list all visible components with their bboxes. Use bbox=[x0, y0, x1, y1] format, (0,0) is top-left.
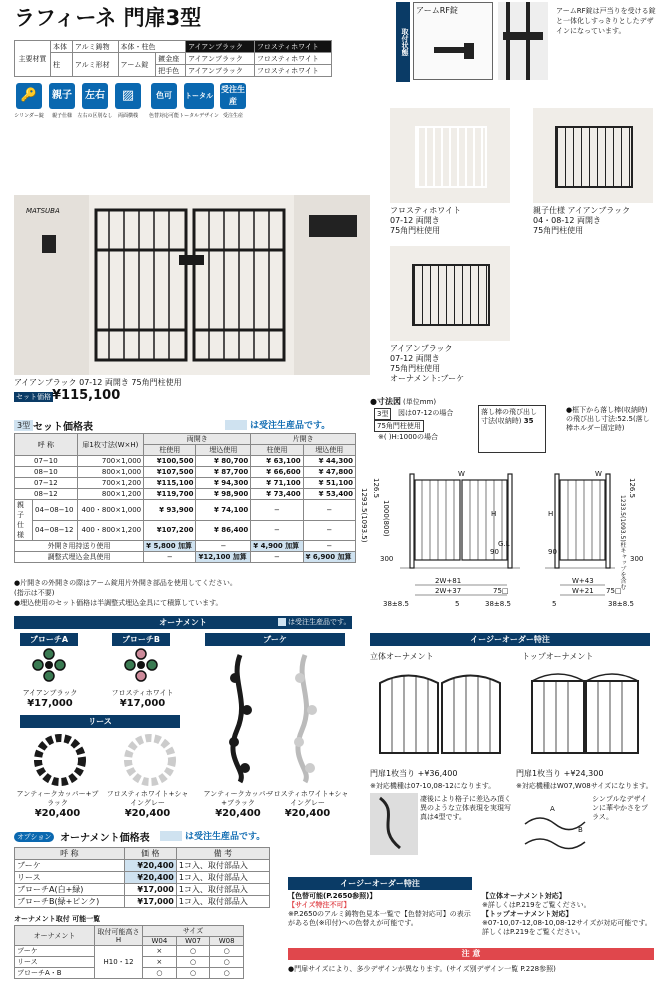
table-row: 07−12 700×1,200 ¥115,100 ¥ 94,300 ¥ 71,100 ¥ 51,100 bbox=[15, 478, 356, 489]
photo-bouquet bbox=[390, 246, 510, 341]
set-order-note: は受注生産品です。 bbox=[250, 421, 331, 431]
photo-frosty-white bbox=[390, 108, 510, 203]
brooch-b-image bbox=[124, 648, 158, 682]
table-row: 親子仕様 04−08−10 400・800×1,000 ¥ 93,900 ¥ 74,100 − − bbox=[15, 500, 356, 521]
oyako-icon: 親子 bbox=[49, 83, 75, 109]
table-row: 04−08−12 400・800×1,200 ¥107,200 ¥ 86,400 − − bbox=[15, 520, 356, 541]
set-table-tag: 3型 bbox=[14, 420, 33, 431]
install-tag: 取付状態 bbox=[396, 2, 410, 82]
easy-order-band: イージーオーダー特注 bbox=[370, 633, 650, 646]
table-row: 外開き用持送り使用 ¥ 5,800 加算 − ¥ 4,900 加算 − bbox=[15, 541, 356, 552]
main-caption: アイアンブラック 07-12 両開き 75角門柱使用 bbox=[14, 378, 182, 387]
total-design-icon: トータル bbox=[184, 83, 214, 109]
table-row: ブーケ ¥20,400 1コ入、取付部品入 bbox=[15, 860, 270, 872]
easy-box-right: 【立体オーナメント対応】 ※詳しくはP.219をご覧ください。 【トップオーナメント対応】 ※07-10,07-12,08-10,08-12サイズが対応可能です。詳しくはP.219をご覧ください。 bbox=[482, 892, 652, 936]
house-nameplate: MATSUBA bbox=[26, 207, 60, 215]
page-title: ラフィーネ 門扉3型 bbox=[14, 6, 202, 30]
solid-ornament-gate bbox=[370, 663, 510, 763]
ornament-band: オーナメント bbox=[14, 616, 352, 629]
key-icon: 🔑 bbox=[16, 83, 42, 109]
wreath-white-image bbox=[120, 732, 180, 788]
gate-drawing bbox=[94, 200, 289, 370]
set-price-table: 呼 称 扉1枚寸法(W×H) 両開き 片開き 柱使用 埋込使用 柱使用 埋込使用 07−10 700×1,000 ¥100,500 ¥ 80,700 ¥ 63,100 ¥ 44,300 08−10 800×1,000 ¥107,500 ¥ 87,700 ¥ 66,600 ¥ 47,800 07−12 700×1,200 ¥115,100 ¥ 94,300 ¥ 71,100 ¥ 51,100 08−12 800×1,200 ¥119,700 ¥ 98,900 ¥ 73,400 ¥ 53,400 親子仕様 04−08−10 400・800×1,000 ¥ 93,900 ¥ 74,100 − − 04−08−12 400・800×1,200 ¥107,200 ¥ 86,400 − − 外開き用持送り使用 ¥ 5,800 加算 − ¥ 4,900 加算 − 調整式埋込金具使用 − ¥12,100 加算 − ¥ 6,900 加算 bbox=[14, 433, 356, 563]
drop-rod-box: 落し棒の飛び出し寸法(収納時) 35 bbox=[478, 405, 546, 453]
table-row: ブローチB(緑+ピンク) ¥17,000 1コ入、取付部品入 bbox=[15, 896, 270, 908]
set-price: ¥115,100 bbox=[52, 388, 121, 403]
set-table-title: セット価格表 bbox=[33, 422, 93, 433]
color-change-icon: 色可 bbox=[151, 83, 177, 109]
table-row: 07−10 700×1,000 ¥100,500 ¥ 80,700 ¥ 63,100 ¥ 44,300 bbox=[15, 456, 356, 467]
easy-box-band: イージーオーダー特注 bbox=[288, 877, 472, 890]
dims-title: ●寸法図 bbox=[370, 397, 401, 406]
left-right-icon: 左右 bbox=[82, 83, 108, 109]
materials-table: 主要材質 本体 アルミ鋳物 本体・柱色 アイアンブラック フロスティホワイト 柱 アルミ形材 アーム錠 鍍金座 アイアンブラック フロスティホワイト 把手色 アイアンブラック フロスティホワイト bbox=[14, 40, 332, 77]
bouquet-black-image bbox=[225, 650, 255, 785]
attach-table: オーナメント 取付可能高さH サイズ W04 W07 W08 ブーケ H10・12 × ○ ○ リース × ○ ○ ブローチA・B ○ ○ ○ bbox=[14, 925, 244, 979]
table-row: 08−10 800×1,000 ¥107,500 ¥ 87,700 ¥ 66,600 ¥ 47,800 bbox=[15, 467, 356, 478]
easy-box-left: 【色替可能(P.2650参照)】 【サイズ特注不可】 ※P.2650のアルミ鋳物色見本一覧で【色替対応可】の表示がある色(※印付)への色替えが可能です。 bbox=[288, 892, 471, 927]
arm-lock-closeup bbox=[498, 2, 548, 80]
table-row: 調整式埋込金具使用 − ¥12,100 加算 − ¥ 6,900 加算 bbox=[15, 552, 356, 563]
arm-lock-photo: アームRF錠 bbox=[413, 2, 493, 80]
caution-text: ●門扉サイズにより、多少デザインが異なります。(サイズ別デザイン一覧 P.228参照) bbox=[288, 965, 556, 973]
table-row: 08−12 800×1,200 ¥119,700 ¥ 98,900 ¥ 73,400 ¥ 53,400 bbox=[15, 489, 356, 500]
top-ornament-gate bbox=[520, 663, 650, 763]
photo-oyako bbox=[533, 108, 653, 203]
made-to-order-icon: 受注生産 bbox=[220, 83, 246, 109]
caution-band: 注 意 bbox=[288, 948, 654, 960]
ornament-closeup-photo bbox=[370, 793, 418, 855]
materials-label: 主要材質 bbox=[15, 41, 51, 77]
crossbar-icon: ▨ bbox=[115, 83, 141, 109]
arm-lock-note: アームRF錠は戸当りを受ける錠と一体化しすっきりとしたデザインになっています。 bbox=[556, 7, 656, 35]
main-gate-photo bbox=[14, 195, 370, 375]
wreath-black-image bbox=[30, 732, 90, 788]
table-row: ブローチA・B ○ ○ ○ bbox=[15, 968, 244, 979]
dimension-drawing bbox=[370, 460, 655, 620]
table-row: ブーケ H10・12 × ○ ○ bbox=[15, 946, 244, 957]
table-row: リース ¥20,400 1コ入、取付部品入 bbox=[15, 872, 270, 884]
bouquet-white-image bbox=[290, 650, 320, 785]
brooch-a-image bbox=[32, 648, 66, 682]
table-row: ブローチA(白+緑) ¥17,000 1コ入、取付部品入 bbox=[15, 884, 270, 896]
option-price-table: 呼 称 価 格 備 考 ブーケ ¥20,400 1コ入、取付部品入 リース ¥20,400 1コ入、取付部品入 ブローチA(白+緑) ¥17,000 1コ入、取付部品入 ブローチB(緑+ピンク) ¥17,000 1コ入、取付部品入 bbox=[14, 847, 270, 908]
table-row: リース × ○ ○ bbox=[15, 957, 244, 968]
set-notes: ●片開きの外開きの際はアーム錠用片外開き部品を使用してください。 (指示は不要) ●埋込使用のセット価格は半調整式埋込金具にて積算しています。 bbox=[14, 579, 237, 607]
set-price-label: セット価格 bbox=[16, 393, 51, 401]
